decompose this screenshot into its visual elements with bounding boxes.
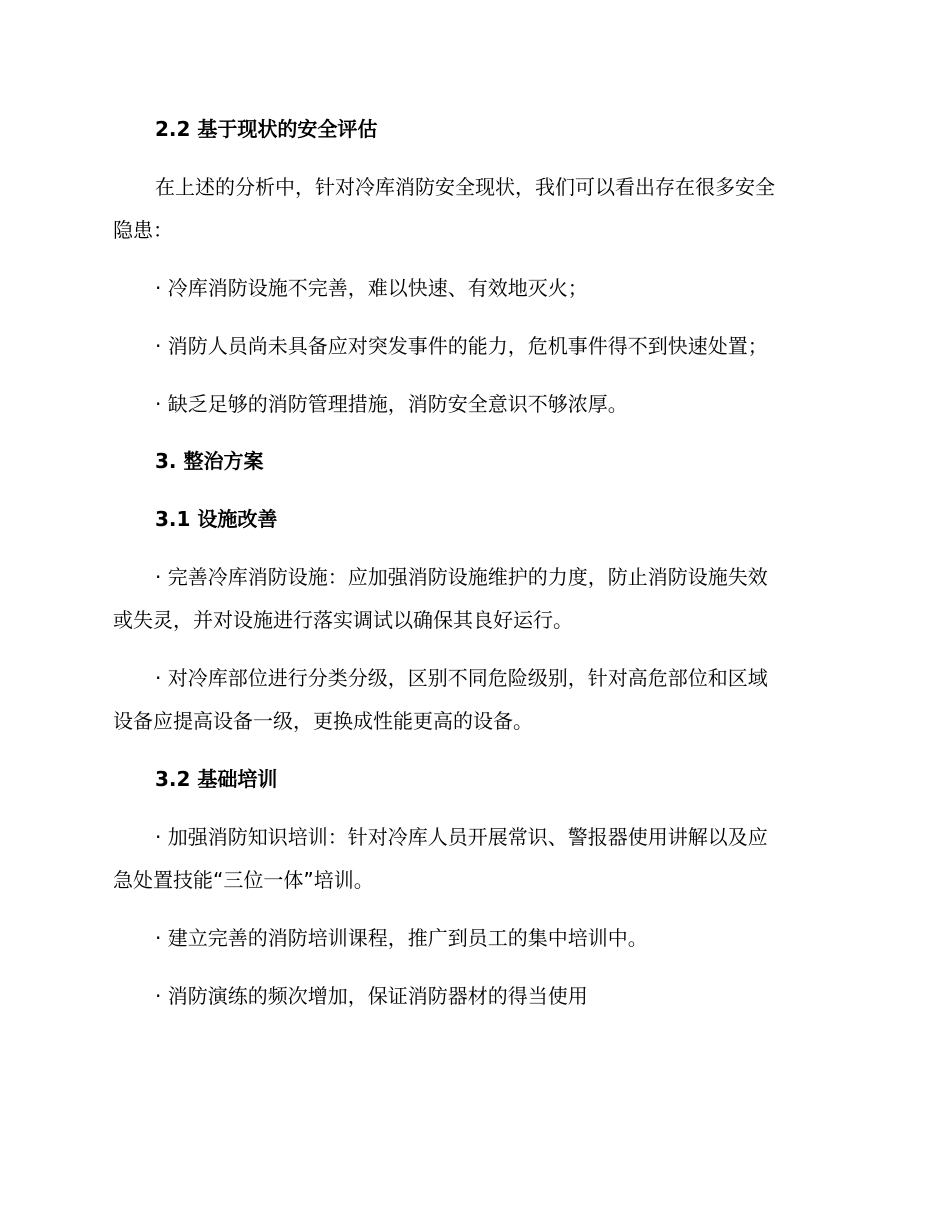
- facility-item-1-line-2: 或失灵，并对设施进行落实调试以确保其良好运行。: [113, 608, 573, 632]
- section-heading-3-2: 3.2 基础培训: [155, 767, 278, 791]
- section-heading-3: 3. 整治方案: [155, 449, 264, 473]
- risk-item-1: · 冷库消防设施不完善，难以快速、有效地灭火；: [155, 276, 588, 300]
- intro-paragraph-line-1: 在上述的分析中，针对冷库消防安全现状，我们可以看出存在很多安全: [155, 175, 775, 199]
- training-item-1-line-2: 急处置技能“三位一体”培训。: [113, 868, 374, 892]
- training-item-2: · 建立完善的消防培训课程，推广到员工的集中培训中。: [155, 926, 648, 950]
- facility-item-1-line-1: · 完善冷库消防设施：应加强消防设施维护的力度，防止消防设施失效: [155, 565, 768, 589]
- training-item-1-line-1: · 加强消防知识培训：针对冷库人员开展常识、警报器使用讲解以及应: [155, 825, 768, 849]
- facility-item-2-line-1: · 对冷库部位进行分类分级，区别不同危险级别，针对高危部位和区域: [155, 666, 768, 690]
- risk-item-3: · 缺乏足够的消防管理措施，消防安全意识不够浓厚。: [155, 392, 628, 416]
- facility-item-2-line-2: 设备应提高设备一级，更换成性能更高的设备。: [113, 709, 533, 733]
- section-heading-3-1: 3.1 设施改善: [155, 507, 278, 531]
- risk-item-2: · 消防人员尚未具备应对突发事件的能力，危机事件得不到快速处置；: [155, 334, 768, 358]
- section-heading-2-2: 2.2 基于现状的安全评估: [155, 117, 378, 141]
- training-item-3: · 消防演练的频次增加，保证消防器材的得当使用: [155, 984, 588, 1008]
- intro-paragraph-line-2: 隐患：: [113, 218, 173, 242]
